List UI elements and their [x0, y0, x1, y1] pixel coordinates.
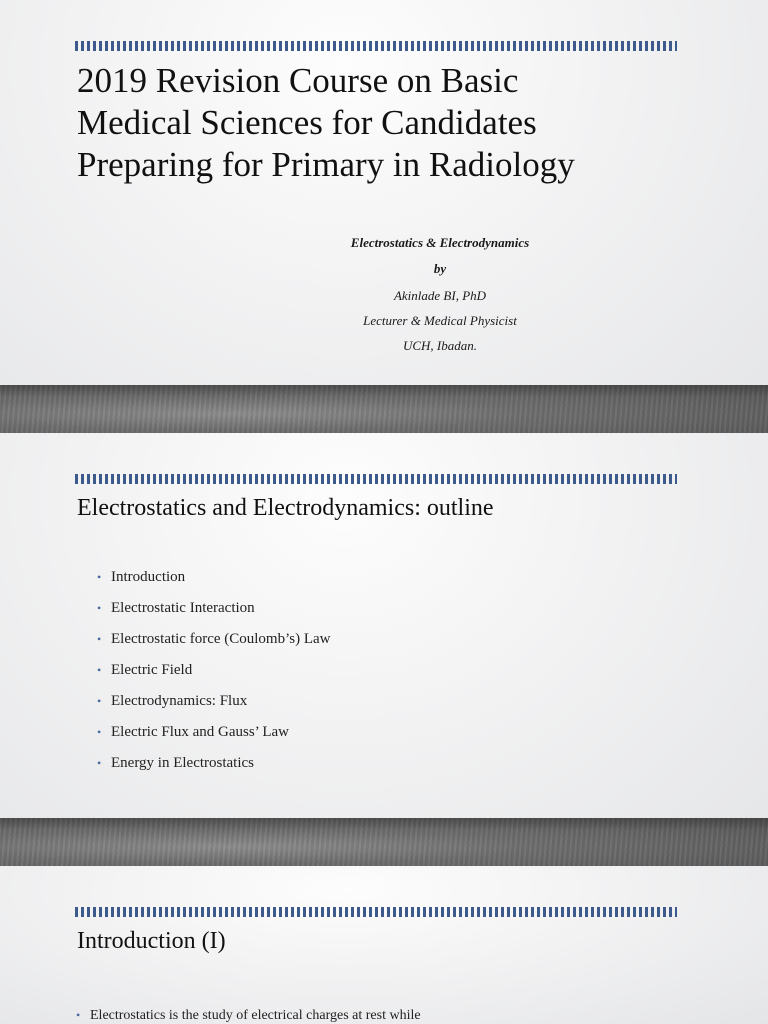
introduction-text: Electrostatics is the study of electrical charges at rest while — [90, 1008, 421, 1023]
list-item: • Energy in Electrostatics — [97, 750, 331, 781]
bullet-icon: • — [97, 694, 102, 708]
decorative-floor-band — [0, 818, 768, 866]
outline-list — [97, 564, 331, 781]
author-name: Akinlade BI, PhD — [393, 288, 487, 303]
list-item: • Electric Flux and Gauss’ Law — [97, 719, 331, 750]
outline-slide — [0, 433, 768, 866]
decorative-stripe — [75, 41, 677, 51]
title-slide — [0, 0, 768, 433]
outline-title: Electrostatics and Electrodynamics: outline — [77, 495, 494, 521]
by-label: by — [433, 261, 447, 276]
list-item — [76, 1008, 421, 1024]
list-item: • Electrodynamics: Flux — [97, 688, 331, 719]
decorative-stripe — [75, 907, 677, 917]
bullet-icon: • — [76, 1008, 81, 1022]
list-item: • Introduction — [97, 564, 331, 595]
decorative-floor-band — [0, 385, 768, 433]
author-institution: UCH, Ibadan. — [402, 338, 478, 353]
bullet-icon: • — [97, 570, 102, 584]
bullet-icon: • — [97, 632, 102, 646]
bullet-icon: • — [97, 663, 102, 677]
list-item: • Electrostatic Interaction — [97, 595, 331, 626]
introduction-title: Introduction (I) — [77, 928, 226, 954]
author-role: Lecturer & Medical Physicist — [363, 313, 517, 328]
bullet-icon: • — [97, 756, 102, 770]
course-title: 2019 Revision Course on Basic Medical Sciences for Candidates Preparing for Primary in Radiology — [77, 61, 575, 184]
decorative-stripe — [75, 474, 677, 484]
list-item: • Electric Field — [97, 657, 331, 688]
subtitle-block — [230, 230, 650, 358]
bullet-icon: • — [97, 601, 102, 615]
introduction-slide — [0, 866, 768, 1024]
topic-label: Electrostatics & Electrodynamics — [350, 235, 530, 250]
bullet-icon: • — [97, 725, 102, 739]
list-item: • Electrostatic force (Coulomb’s) Law — [97, 626, 331, 657]
